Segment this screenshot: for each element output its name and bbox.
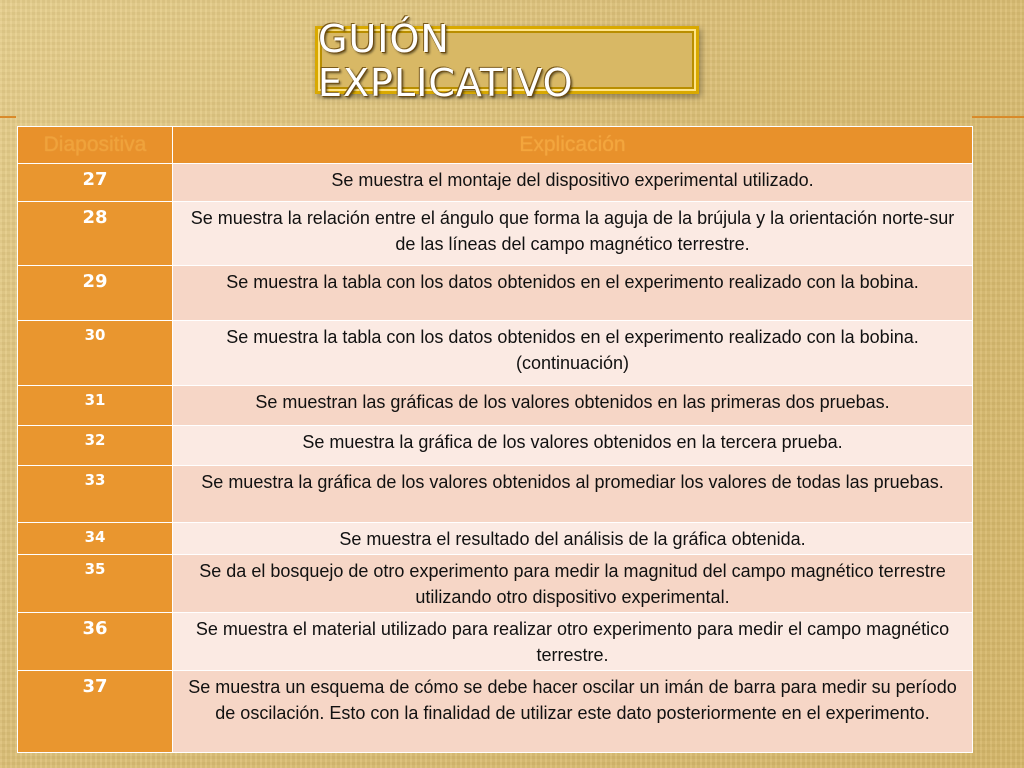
slide-explanation: Se muestra la tabla con los datos obtenidos en el experimento realizado con la bobina. (continuación) (173, 321, 973, 386)
table-row (18, 266, 973, 321)
table-row (18, 321, 973, 386)
slide-number: 37 (18, 671, 173, 753)
table-row (18, 202, 973, 266)
decorative-line-right (972, 116, 1024, 118)
column-header-diapositiva: Diapositiva (18, 127, 173, 164)
slide-explanation: Se muestra la gráfica de los valores obtenidos al promediar los valores de todas las pruebas. (173, 466, 973, 523)
page-title: GUIÓN EXPLICATIVO (318, 17, 574, 105)
slide-number: 27 (18, 164, 173, 202)
decorative-line-left (0, 116, 16, 118)
title-frame (315, 17, 699, 105)
table-row (18, 466, 973, 523)
table-row (18, 426, 973, 466)
slide-explanation: Se muestra el material utilizado para realizar otro experimento para medir el campo magnético terrestre. (173, 613, 973, 671)
slide-number: 30 (18, 321, 173, 386)
slide-explanation: Se da el bosquejo de otro experimento para medir la magnitud del campo magnético terrestre utilizando otro dispositivo experimental. (173, 555, 973, 613)
slide-explanation: Se muestra el montaje del dispositivo experimental utilizado. (173, 164, 973, 202)
table-row (18, 555, 973, 613)
slide-number: 33 (18, 466, 173, 523)
slide-explanation: Se muestran las gráficas de los valores obtenidos en las primeras dos pruebas. (173, 386, 973, 426)
table-row (18, 164, 973, 202)
slide-explanation: Se muestra la gráfica de los valores obtenidos en la tercera prueba. (173, 426, 973, 466)
slide-explanation: Se muestra un esquema de cómo se debe hacer oscilar un imán de barra para medir su período de oscilación. Esto con la finalidad de utilizar este dato posteriormente en el experimento. (173, 671, 973, 753)
slide-number: 34 (18, 523, 173, 555)
table-row (18, 386, 973, 426)
table-header-row (18, 127, 973, 164)
slide-number: 31 (18, 386, 173, 426)
table-row (18, 613, 973, 671)
slide-number: 28 (18, 202, 173, 266)
table-row (18, 671, 973, 753)
slide-explanation: Se muestra la relación entre el ángulo que forma la aguja de la brújula y la orientación norte-sur de las líneas del campo magnético terrestre. (173, 202, 973, 266)
table-row (18, 523, 973, 555)
slide-number: 35 (18, 555, 173, 613)
slide-explanation: Se muestra el resultado del análisis de la gráfica obtenida. (173, 523, 973, 555)
slide-explanation: Se muestra la tabla con los datos obtenidos en el experimento realizado con la bobina. (173, 266, 973, 321)
slide-number: 32 (18, 426, 173, 466)
slide-number: 36 (18, 613, 173, 671)
column-header-explicacion: Explicación (173, 127, 973, 164)
slide-number: 29 (18, 266, 173, 321)
explanation-table (17, 126, 973, 753)
